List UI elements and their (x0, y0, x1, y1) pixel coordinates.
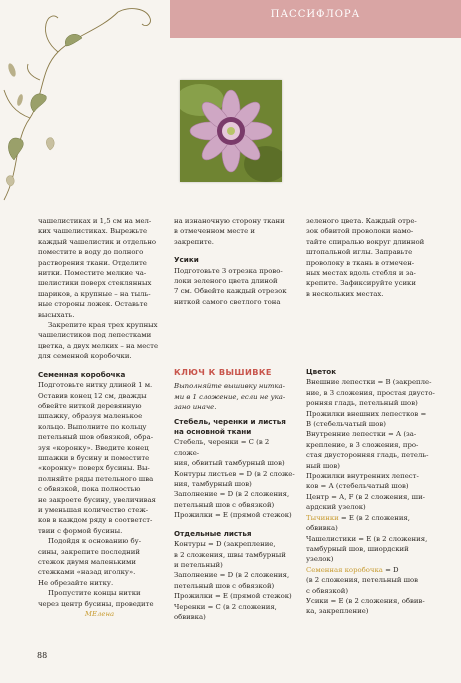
text-line: Заполнение = D (в 2 сложения, (174, 490, 290, 499)
text-line (306, 513, 438, 523)
section-heading-stems: на основной ткани (174, 427, 252, 437)
text-line: ный шов) (306, 461, 340, 470)
text-line: Стебель, черенки = С (в 2 сложе- (174, 438, 270, 457)
text-line: Контуры = D (закрепление, (174, 540, 276, 549)
text-line: зано иначе. (174, 403, 217, 412)
text-line: стежками «назад иголку». (38, 568, 136, 577)
text-line: Усики = Е (в 2 сложения, обвив- (306, 596, 425, 605)
text-line: в 2 сложения, швы тамбурный (174, 550, 286, 559)
seed-pod-label: Семенная коробочка (306, 565, 383, 574)
text-line: Подойдя к основанию бу- (48, 537, 142, 546)
text-line: растворения ткани. Отделите (38, 258, 147, 267)
text-line: петельный шов с обвязкой) (174, 581, 275, 590)
text-line: обвейте ниткой деревянную (38, 401, 142, 410)
text-line: стежок двумя маленькими (38, 558, 136, 566)
text-line: 7 см. Обвейте каждый отрезок (174, 287, 287, 296)
text-line: Подготовьте 3 отрезка прово- (174, 266, 283, 275)
text-line: в нескольких местах. (306, 289, 384, 298)
column-middle-top (174, 216, 296, 307)
text-line: полняйте ряды петельного шва (38, 474, 154, 483)
text-line: Контуры листьев = D (в 2 сложе- (174, 469, 295, 478)
text-line: Заполнение = D (в 2 сложения, (174, 571, 290, 580)
text-line: с обвязкой, пока полностью (38, 485, 141, 494)
section-heading-stems: Стебель, черенки и листья (174, 416, 286, 426)
section-heading-flower: Цветок (306, 367, 337, 376)
section-heading-detached-leaves: Отдельные листья (174, 528, 252, 538)
text-line: ка, закрепление) (306, 607, 369, 616)
text-line: Прожилки внутренних лепест- (306, 472, 419, 481)
text-line (306, 565, 438, 575)
text-line: ков в каждом ряду в соответст- (38, 516, 153, 525)
text-line: ких чашелистиках. Вырежьте (38, 227, 148, 236)
text-line: петельный шов с обвязкой) (174, 500, 275, 509)
stamens-label: Тычинки (306, 513, 339, 522)
page-title: ПАССИФЛОРА (270, 9, 361, 20)
text-line: Прожилки внешних лепестков = (306, 409, 427, 418)
text-line: узелок) (306, 555, 334, 564)
text-line: шпажку, образуя маленькое (38, 412, 143, 421)
text-line: тайте спиралью вокруг длинной (306, 237, 425, 246)
passion-flower-photo (180, 80, 282, 182)
text-line: Выполняйте вышивку нитка- (174, 382, 285, 391)
text-line: проволоку в ткань в отмечен- (306, 258, 415, 267)
text-line: ардский узелок) (306, 503, 366, 512)
text-line: шпажки в бусину и поместите (38, 453, 150, 462)
text-line: локи зеленого цвета длиной (174, 277, 278, 286)
author-signature: MЕлена (84, 610, 115, 619)
text-line: на изнаночную сторону ткани (174, 217, 285, 225)
text-line: Подготовьте нитку длиной 1 м. (38, 381, 153, 390)
text-line: петельный шов обвязкой, обра- (38, 433, 154, 442)
text-line: Прожилки = Е (прямой стежок) (174, 511, 292, 520)
column-right-top (306, 216, 438, 299)
column-left (38, 216, 161, 619)
text-line: крепите. Зафиксируйте усики (306, 279, 416, 288)
text-line: поместите в воду до полного (38, 248, 144, 257)
text-line: нитки. Поместите мелкие ча- (38, 269, 147, 278)
text-line: Внутренние лепестки = А (за- (306, 430, 417, 439)
passion-vine-illustration (0, 0, 180, 205)
text-line: в отмеченном месте и закрепите. (174, 227, 255, 246)
text-line: зуя «коронку». Введите конец (38, 443, 149, 452)
text-line: Чашелистики = Е (в 2 сложения, (306, 534, 428, 543)
text-line: В (стебельчатый шов) (306, 420, 386, 429)
text-line: Внешние лепестки = В (закрепле- (306, 378, 432, 387)
text-line: ронняя гладь, петельный шов) (306, 399, 418, 408)
text-line: ниткой самого светлого тона (174, 297, 281, 306)
text-line: кольцо. Выполните по кольцу (38, 422, 147, 431)
text-line: зок обвитой проволоки намо- (306, 227, 414, 236)
text-line: через центр бусины, проведите (38, 599, 154, 608)
text-line: ния, обвитый тамбурный шов) (174, 459, 285, 468)
text-line: Черенки = С (в 2 сложения, (174, 602, 277, 611)
text-line: высыхать. (38, 310, 75, 319)
text-line: шелистики поверх стеклянных (38, 279, 152, 288)
text-line: цветка, а двух мелких – на месте (38, 341, 159, 350)
section-heading-tendrils: Усики (174, 255, 199, 265)
key-title: КЛЮЧ К ВЫШИВКЕ (174, 367, 272, 377)
text-line: с обвязкой) (306, 586, 349, 595)
seed-pod-text: = D (382, 565, 399, 574)
text-line: стая двусторонняя гладь, петель- (306, 451, 429, 460)
text-line: и уменьшая количество стеж- (38, 505, 149, 514)
text-line: (в 2 сложения, петельный шов (306, 576, 419, 585)
text-line: ных местах вдоль стебля и за- (306, 269, 416, 278)
text-line: крепление, в 3 сложения, про- (306, 440, 419, 449)
text-line: «коронку» поверх бусины. Вы- (38, 464, 150, 473)
text-line: каждый чашелистик и отдельно (38, 237, 157, 246)
text-line: ние, в 3 сложения, простая двусто- (306, 388, 435, 397)
text-line: тамбурный шов, шиордский (306, 544, 409, 553)
text-line: чашелистиков под лепестками (38, 331, 152, 340)
text-line: твии с формой бусины. (38, 526, 123, 535)
text-line: шариков, а крупные – на тыль- (38, 289, 151, 298)
text-line: Центр = А, F (в 2 сложения, ши- (306, 492, 426, 501)
text-line: Пропустите концы нитки (48, 589, 141, 598)
text-line: ные стороны ложек. Оставьте (38, 300, 148, 309)
text-line: Прожилки = Е (прямой стежок) (174, 592, 292, 601)
stamens-text: = Е (в 2 сложения, (338, 513, 410, 522)
embroidery-key (174, 367, 296, 622)
text-line: чашелистиках и 1,5 см на мел- (38, 217, 152, 225)
text-line: Не обрезайте нитку. (38, 578, 114, 587)
flower-key (306, 367, 438, 617)
text-line: для семенной коробочки. (38, 352, 132, 361)
text-line: штопальной иглы. Заправьте (306, 248, 413, 257)
text-line: ми в 1 сложение, если не ука- (174, 392, 286, 401)
text-line: обвивка) (306, 524, 338, 533)
text-line: Закрепите края трех крупных (48, 321, 158, 330)
text-line: ния, тамбурный шов) (174, 480, 252, 489)
page-number: 88 (37, 651, 48, 660)
section-heading-seed-pod: Семенная коробочка (38, 369, 126, 379)
text-line: не закроете бусину, увеличивая (38, 495, 156, 504)
text-line: обвивка) (174, 612, 206, 621)
text-line: ков = А (стебельчатый шов) (306, 482, 409, 491)
text-line: и петельный) (174, 560, 223, 569)
text-line: зеленого цвета. Каждый отре- (306, 217, 417, 225)
text-line: сины, закрепите последний (38, 547, 140, 556)
text-line: Оставив конец 12 см, дважды (38, 391, 147, 400)
